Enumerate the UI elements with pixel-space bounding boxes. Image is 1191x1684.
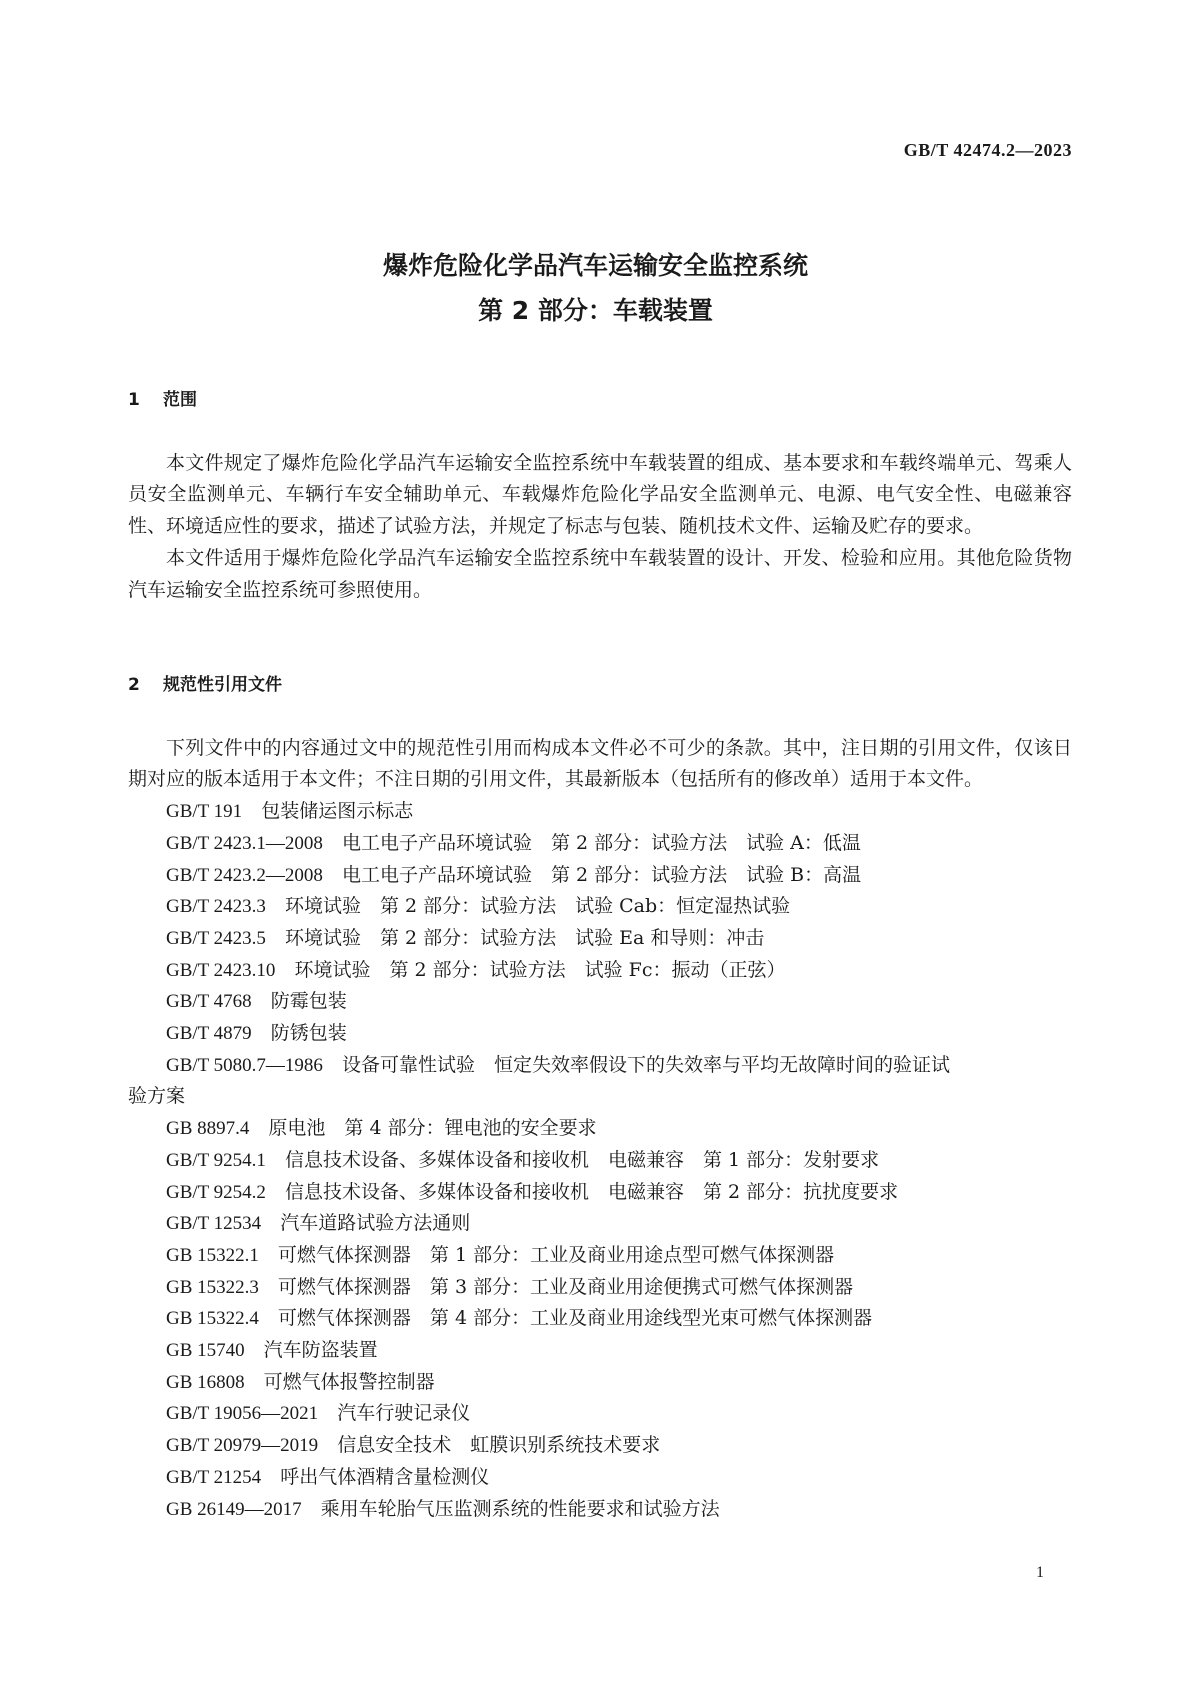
reference-item: [128, 1240, 1072, 1272]
reference-title: 乘用车轮胎气压监测系统的性能要求和试验方法: [320, 1497, 720, 1520]
document-subtitle: 第 2 部分：车载装置: [478, 296, 713, 325]
reference-item: [128, 1018, 1072, 1050]
reference-item: [128, 1208, 1072, 1240]
reference-item: [128, 828, 1072, 860]
reference-code: GB/T 9254.2: [166, 1181, 266, 1203]
section-title: 范围: [163, 390, 197, 410]
section-number: 2: [128, 675, 140, 695]
reference-list: [128, 796, 1072, 1525]
document-title: 爆炸危险化学品汽车运输安全监控系统: [382, 251, 808, 280]
reference-title: 可燃气体报警控制器: [263, 1370, 435, 1393]
reference-title: 电工电子产品环境试验 第 2 部分：试验方法 试验 B：高温: [341, 863, 862, 886]
reference-code: GB/T 21254: [166, 1466, 262, 1488]
reference-code: GB/T 20979—2019: [166, 1435, 319, 1457]
reference-item: [128, 1113, 1072, 1145]
paragraph: 本文件适用于爆炸危险化学品汽车运输安全监控系统中车载装置的设计、开发、检验和应用。其他危险货物汽车运输安全监控系统可参照使用。: [128, 546, 1072, 601]
reference-code: GB/T 4768: [166, 991, 252, 1013]
section-normative-references: [128, 670, 1072, 1525]
reference-title: 防霉包装: [270, 990, 347, 1013]
reference-title: 原电池 第 4 部分：锂电池的安全要求: [268, 1117, 597, 1140]
reference-title: 呼出气体酒精含量检测仪: [280, 1465, 490, 1488]
reference-code: GB 16808: [166, 1371, 245, 1393]
reference-item: [128, 1430, 1072, 1462]
reference-title: 防锈包装: [270, 1022, 347, 1045]
section-heading: [128, 670, 1072, 702]
reference-title-continuation: 验方案: [128, 1085, 186, 1108]
reference-item: [128, 1367, 1072, 1399]
section-number: 1: [128, 390, 140, 410]
reference-title: 设备可靠性试验 恒定失效率假设下的失效率与平均无故障时间的验证试: [341, 1053, 950, 1076]
reference-code: GB 15322.1: [166, 1244, 259, 1266]
reference-title: 信息技术设备、多媒体设备和接收机 电磁兼容 第 2 部分：抗扰度要求: [284, 1180, 899, 1203]
reference-item: [128, 923, 1072, 955]
reference-title: 可燃气体探测器 第 4 部分：工业及商业用途线型光束可燃气体探测器: [277, 1307, 873, 1330]
reference-code: GB/T 2423.3: [166, 896, 266, 918]
section-scope: [128, 385, 1072, 606]
reference-item: [128, 1494, 1072, 1526]
paragraph: 下列文件中的内容通过文中的规范性引用而构成本文件必不可少的条款。其中，注日期的引用文件，仅该日期对应的版本适用于本文件；不注日期的引用文件，其最新版本（包括所有的修改单）适用于本文件。: [128, 736, 1072, 791]
reference-title: 汽车防盗装置: [263, 1339, 378, 1362]
reference-item: [128, 955, 1072, 987]
reference-title: 环境试验 第 2 部分：试验方法 试验 Ea 和导则：冲击: [284, 926, 765, 949]
reference-title: 包装储运图示标志: [261, 800, 414, 823]
reference-item: [128, 1272, 1072, 1304]
reference-title: 环境试验 第 2 部分：试验方法 试验 Cab：恒定湿热试验: [284, 895, 791, 918]
paragraph: 本文件规定了爆炸危险化学品汽车运输安全监控系统中车载装置的组成、基本要求和车载终端单元、驾乘人员安全监测单元、车辆行车安全辅助单元、车载爆炸危险化学品安全监测单元、电源、电气安全性、电磁兼容性、环境适应性的要求，描述了试验方法，并规定了标志与包装、随机技术文件、运输及贮存的要求。: [128, 451, 1072, 538]
reference-code: GB 15322.4: [166, 1308, 259, 1330]
reference-title: 可燃气体探测器 第 3 部分：工业及商业用途便携式可燃气体探测器: [277, 1275, 854, 1298]
reference-code: GB/T 2423.10: [166, 959, 276, 981]
reference-item: [128, 891, 1072, 923]
reference-code: GB/T 2423.1—2008: [166, 832, 323, 854]
reference-title: 汽车行驶记录仪: [337, 1402, 471, 1425]
reference-item: [128, 1050, 1072, 1082]
reference-title: 信息安全技术 虹膜识别系统技术要求: [337, 1434, 661, 1457]
reference-code: GB/T 2423.5: [166, 927, 266, 949]
reference-item: [128, 860, 1072, 892]
reference-code: GB 8897.4: [166, 1118, 250, 1140]
page-number: 1: [1036, 1564, 1044, 1581]
reference-title: 可燃气体探测器 第 1 部分：工业及商业用途点型可燃气体探测器: [277, 1243, 835, 1266]
reference-item: [128, 1335, 1072, 1367]
reference-item: [128, 1177, 1072, 1209]
reference-item: [128, 1145, 1072, 1177]
section-title: 规范性引用文件: [163, 675, 282, 695]
reference-title: 环境试验 第 2 部分：试验方法 试验 Fc：振动（正弦）: [294, 958, 786, 981]
reference-code: GB/T 9254.1: [166, 1149, 266, 1171]
reference-code: GB/T 5080.7—1986: [166, 1054, 323, 1076]
reference-code: GB/T 12534: [166, 1213, 262, 1235]
reference-title: 信息技术设备、多媒体设备和接收机 电磁兼容 第 1 部分：发射要求: [284, 1148, 880, 1171]
standard-code: GB/T 42474.2—2023: [903, 140, 1072, 160]
reference-item: [128, 1462, 1072, 1494]
reference-item: [128, 986, 1072, 1018]
section-heading: [128, 385, 1072, 417]
reference-item: [128, 1398, 1072, 1430]
reference-code: GB/T 19056—2021: [166, 1403, 319, 1425]
reference-title: 汽车道路试验方法通则: [280, 1212, 471, 1235]
reference-item: [128, 796, 1072, 828]
reference-title: 电工电子产品环境试验 第 2 部分：试验方法 试验 A：低温: [341, 831, 861, 854]
reference-code: GB/T 4879: [166, 1023, 252, 1045]
reference-code: GB/T 191: [166, 801, 243, 823]
reference-code: GB 15322.3: [166, 1276, 259, 1298]
reference-code: GB/T 2423.2—2008: [166, 864, 323, 886]
reference-code: GB 15740: [166, 1340, 245, 1362]
reference-item: [128, 1303, 1072, 1335]
reference-code: GB 26149—2017: [166, 1498, 302, 1520]
